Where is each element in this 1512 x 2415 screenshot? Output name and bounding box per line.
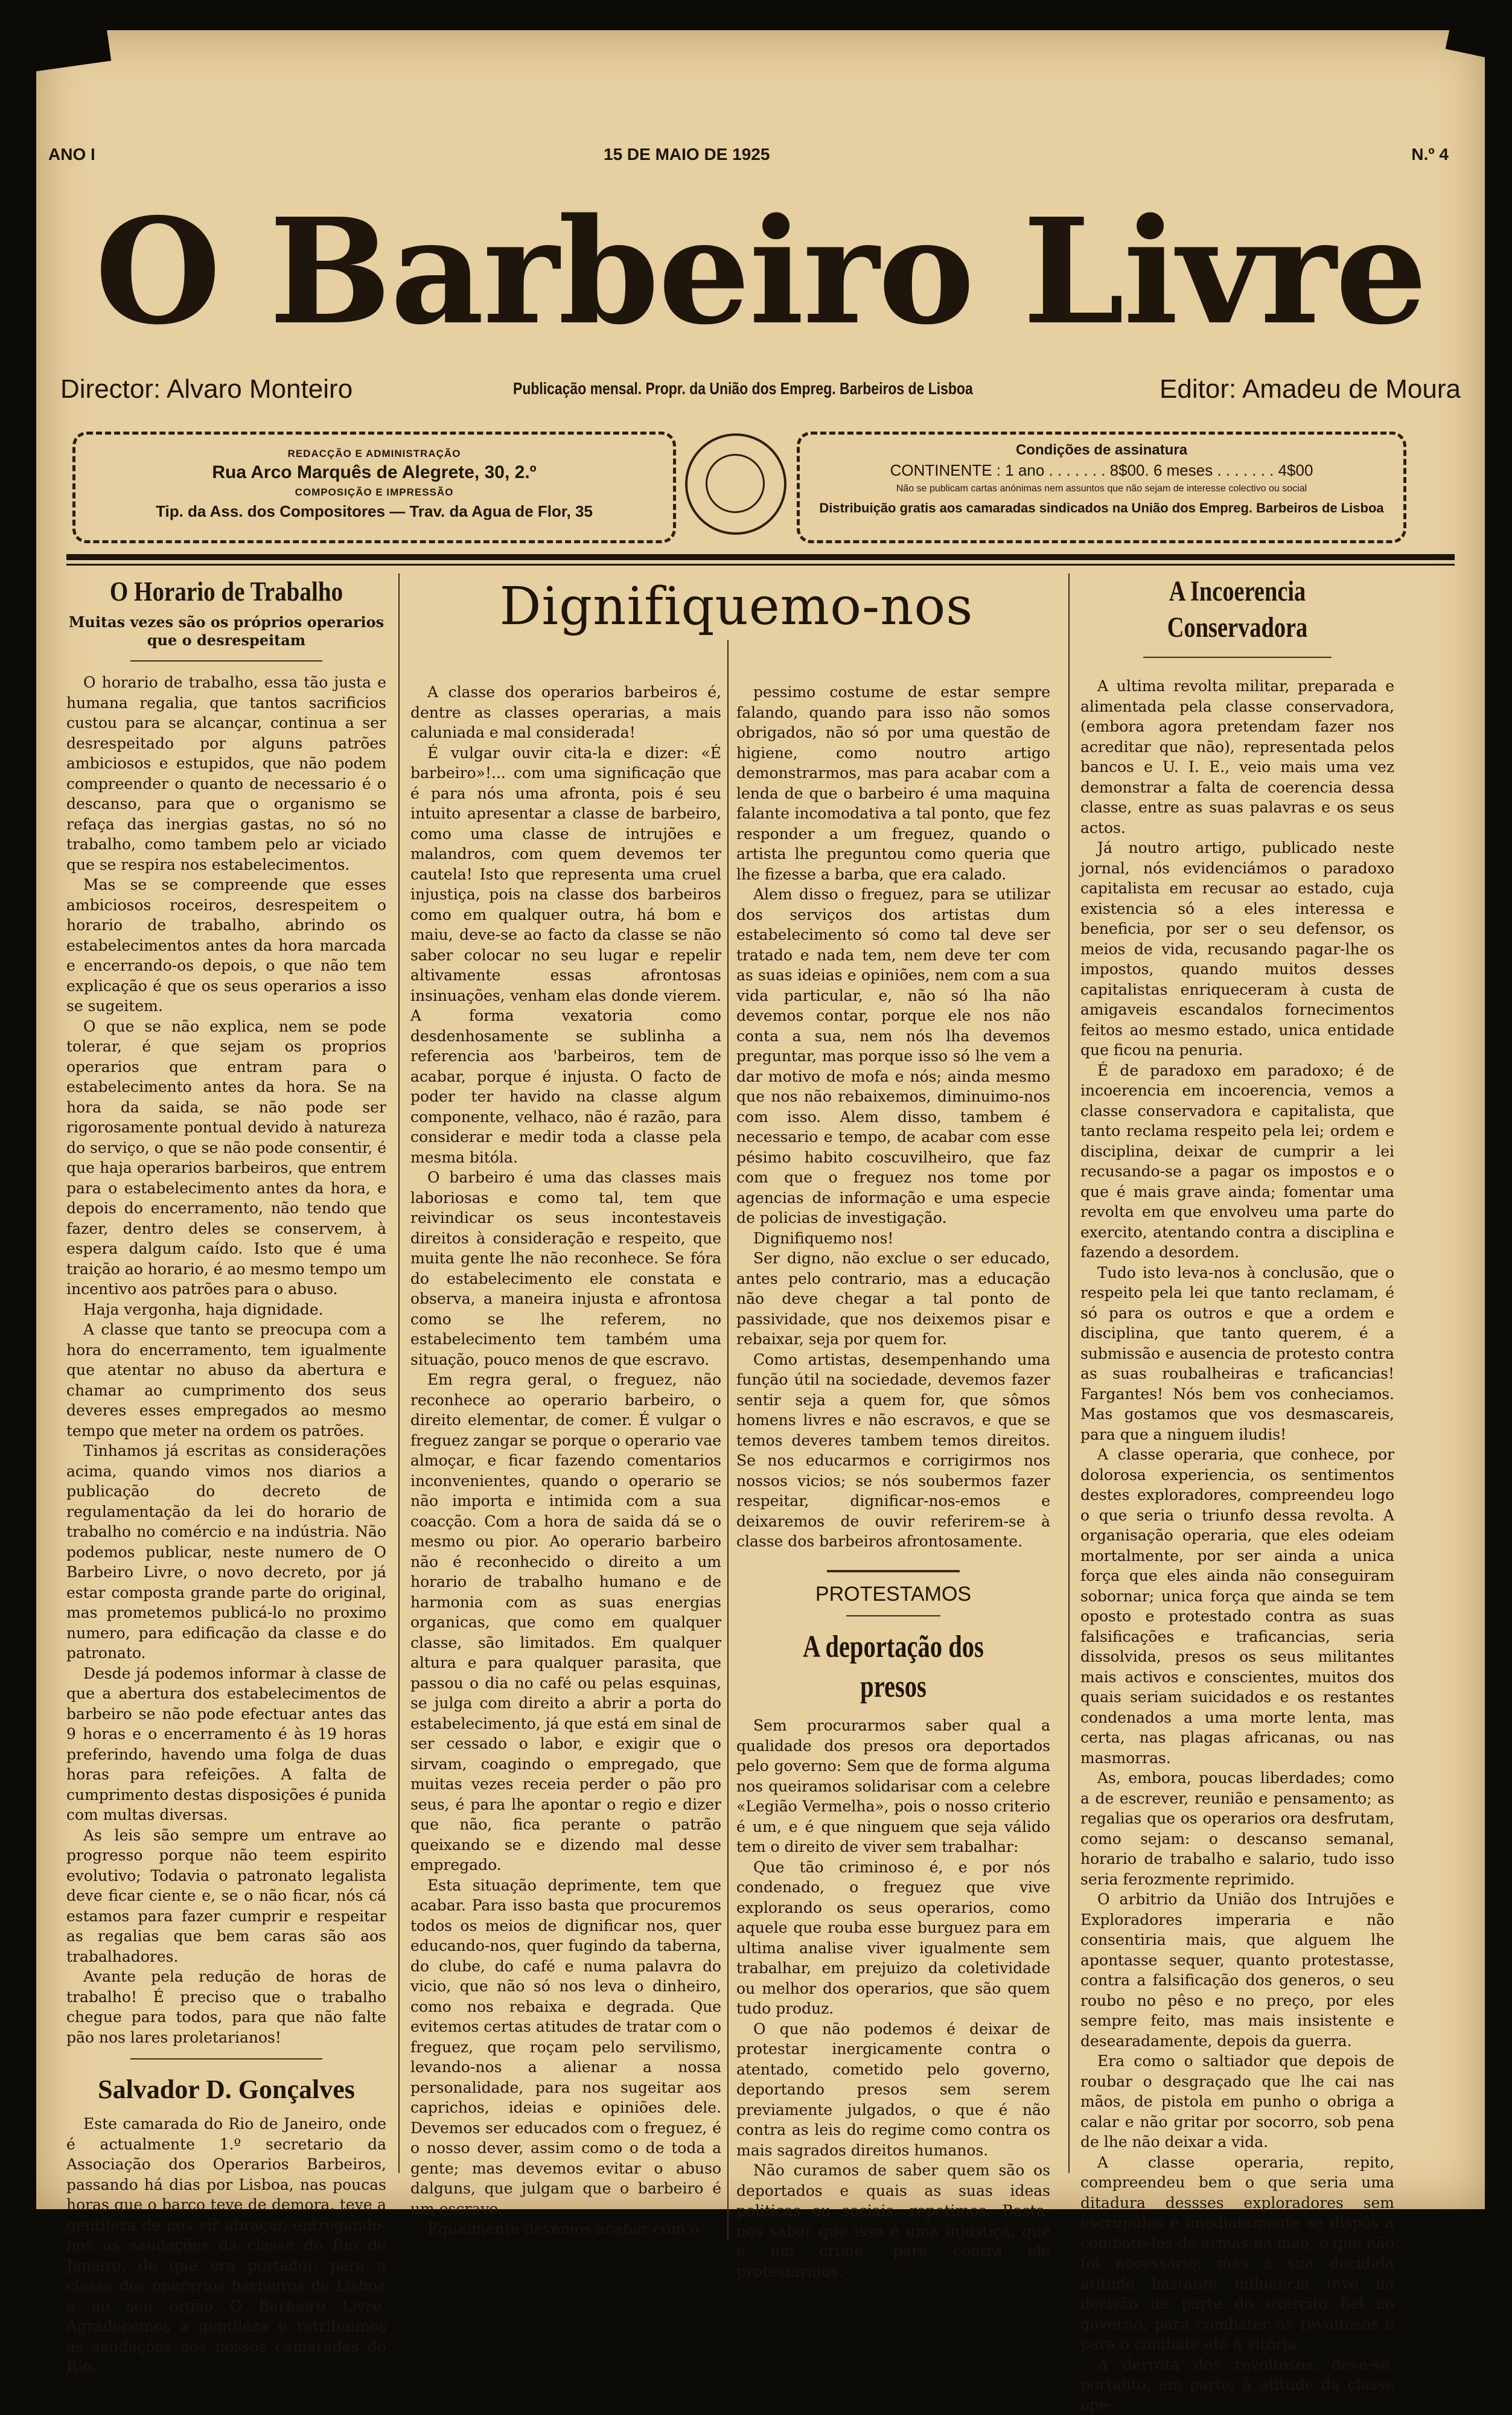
paragraph: Este camarada do Rio de Janeiro, onde é actualmente 1.º secretario da Associação dos Operarios Barbeiros, passando há dias por Lisboa, nas poucas horas que o barco teve de demora, teve a gentileza de nos vir abraçar, entregando-nos as saudações da classe do Rio de Janeiro, de que era portador, para a classe dos operarios barbeiros de Lisboa e ao seu orgão O Barbeiro Livre. Agradecemos a gentileza e retribuimos as saudações aos nossos camaradas do Rio. (66, 2114, 386, 2377)
headline-salvador: Salvador D. Gonçalves (66, 2072, 386, 2108)
paragraph: O horario de trabalho, essa tão justa e humana regalia, que tantos sacrificios custou para se alcançar, continua a ser desrespeitado por alguns patrões ambiciosos e estupidos, que não podem compreender o quanto de necessario é o descanso, para que o organismo se refaça das inergias gastas, no só no trabalho, como tambem pelo ar viciado que se respira nos estabelecimentos. (66, 672, 386, 875)
paragraph: Haja vergonha, haja dignidade. (66, 1300, 386, 1320)
paragraph: Desde já podemos informar à classe de que a abertura dos estabelecimentos de barbeiro se não pode efectuar antes das 9 horas e o encerramento é às 19 horas preferindo, havendo uma folga de duas horas para refeições. A falta de cumprimento destas disposições é punida com multas diversas. (66, 1664, 386, 1825)
paragraph: Dignifiquemo nos! (736, 1228, 1050, 1249)
column-rule (1068, 573, 1070, 2173)
divider (827, 1570, 960, 1572)
paragraph: A classe operaria, que conhece, por dolorosa experiencia, os sentimentos destes exploradores, compreendeu logo o que seria o triunfo dessa revolta. A organisação operaria, que eles odeiam mortalmente, por ser ainda a unica força que eles ainda não conseguiram sobornar; unica força que ainda se tem oposto e protestado contra as suas falsificações e traficancias, seria dissolvida, presos os seus militantes mais activos e conscientes, muitos dos quais seriam suicidados e os restantes condenados a uma morte lenta, mas certa, nas plagas africanas, ou nas masmorras. (1080, 1444, 1394, 1768)
subheadline-horario: Muitas vezes são os próprios operarios que o desrespeitam (66, 613, 386, 649)
headline-incoerencia: A Incoerencia Conservadora (1112, 573, 1363, 646)
paragraph: pessimo costume de estar sempre falando, quando para isso não somos obrigados, não só por uma questão de higiene, como noutro artigo demonstrarmos, mas para acabar com a lenda de que o barbeiro é uma maquina falante incomodativa a tal ponto, que fez responder a um freguez, quando o artista lhe preguntou como queria que lhe fizesse a barba, que era calado. (736, 682, 1050, 884)
publication-info: Publicação mensal. Propr. da União dos Empreg. Barbeiros de Lisboa (513, 379, 973, 398)
headline-horario: O Horario de Trabalho (91, 573, 363, 610)
paragraph: A classe operaria, repito, compreendeu bem o que seria uma ditadura dessses exploradores sem escrupulos e imediatamente se dispôs a combate-los de armas na mão, o que não foi necessario; mas a sua decidida atitude bastante influencia teve na decisão da parte do exercito fiel ao governo, para combater os revoltosos e para o combate até à vitória. (1080, 2152, 1394, 2355)
subscription-prices: CONTINENTE : 1 ano . . . . . . . 8$00. 6 meses . . . . . . . 4$00 (800, 461, 1403, 480)
paragraph: Mas se se compreende que esses ambiciosos roceiros, desrespeitem o horario de trabalho, abrindo os estabelecimentos antes da hora marcada e encerrando-os depois, o que não tem explicação é que os seus operarios a isso se sugeitem. (66, 875, 386, 1016)
column-horario (66, 573, 386, 2377)
torn-corner (1446, 13, 1501, 59)
paragraph: Egualmente devemos acabar com o (410, 2219, 721, 2239)
paragraph: Tudo isto leva-nos à conclusão, que o respeito pela lei que tanto reclamam, é só para os outros e que a ordem e disciplina, que tanto querem, é a submissão e ausencia de protesto contra as suas roubalheiras e traficancias! Fargantes! Nós bem vos conheciamos. Mas gostamos que vos desmascareis, para que a ninguem iludis! (1080, 1263, 1394, 1445)
paragraph: Avante pela redução de horas de trabalho! É preciso que o trabalho chegue para todos, para que não falte pão nos lares proletarianos! (66, 1967, 386, 2047)
paragraph: Já noutro artigo, publicado neste jornal, nós evidenciámos o paradoxo capitalista em recusar ao estado, cuja existencia só a eles interessa e beneficia, por ser o seu defensor, os meios de vida, recusando pagar-lhe os impostos, quando muitos desses capitalistas enriqueceram à custa de amigaveis escandalos fornecimentos feitos ao mesmo estado, unica entidade que ficou na penuria. (1080, 838, 1394, 1061)
address: Rua Arco Marquês de Alegrete, 30, 2.º (75, 462, 673, 483)
subscription-box (797, 432, 1406, 543)
masthead-topline (48, 145, 1449, 169)
newspaper-page (36, 30, 1485, 2209)
printing-label: COMPOSIÇÃO E IMPRESSÃO (75, 487, 673, 499)
paragraph: As leis são sempre um entrave ao progresso porque não teem espirito evolutivo; Todavia o patronato legalista deve ficar ciente e, se o não ficar, nós cá estamos para fazer cumprir e respeitar as regalias que bem caras são aos trabalhadores. (66, 1825, 386, 1967)
subscription-title: Condições de assinatura (800, 442, 1403, 459)
headline-deportacao: A deportação dos presos (771, 1627, 1016, 1707)
paragraph: A ultima revolta militar, preparada e alimentada pela classe conservadora, (embora agora pretendam fazer nos acreditar que não), representada pelos bancos e U. I. E., veio mais uma vez demonstrar a falta de coerencia dessa classe, entre as suas palavras e os seus actos. (1080, 676, 1394, 838)
editor: Editor: Amadeu de Moura (1160, 374, 1461, 404)
paragraph: Tinhamos já escritas as considerações acima, quando vimos nos diarios a publicação do decreto de regulamentação da lei do horario de trabalho no comércio e na indústria. Não podemos publicar, neste numero de O Barbeiro Livre, o novo decreto, por já estar composta grande parte do original, mas prometemos publicá-lo no proximo numero, para edificação da classe e do patronato. (66, 1441, 386, 1664)
column-dignifiquemo-2 (736, 682, 1050, 2282)
paragraph: O barbeiro é uma das classes mais laboriosas e como tal, tem que reivindicar os seus incontestaveis direitos à consideração e respeito, que muita gente lhe não reconhece. Se fóra do estabelecimento ele constata e observa, a maneira injusta e afrontosa como se lhe referem, no estabelecimento tem também uma situação, pouco menos de que escravo. (410, 1167, 721, 1370)
column-rule (398, 573, 400, 2173)
paragraph: Esta situação deprimente, tem que acabar. Para isso basta que procuremos todos os meios de dignificar nos, quer educando-nos, quer fugindo da taberna, do clube, do café e numa palavra do vicio, que não só nos leva o dinheiro, como nos rebaixa e degrada. Que evitemos certas atitudes de tratar com o freguez, que roçam pelo servilismo, levando-nos a alienar a nossa personalidade, para nos sugeitar aos caprichos, ideias e opiniões dele. Devemos ser educados com o freguez, é o nosso dever, assim como o de toda a gente; mas devemos evitar o abuso dalguns, que julgam que o barbeiro é um escravo. (410, 1875, 721, 2219)
byline (60, 374, 1461, 410)
distribution-note: Distribuição gratis aos camaradas sindicados na União dos Empreg. Barbeiros de Lisboa (800, 500, 1403, 516)
paragraph: Que tão criminoso é, e por nós condenado, o freguez que vive explorando os seus operarios, como aquele que rouba esse burguez para em ultima analise viver igualmente sem trabalhar, em prejuizo da coletividade ou melhor dos operarios, que são quem tudo produz. (736, 1857, 1050, 2019)
section-protestamos: PROTESTAMOS (736, 1584, 1050, 1605)
printing-address: Tip. da Ass. dos Compositores — Trav. da Agua de Flor, 35 (75, 502, 673, 521)
paragraph: É de paradoxo em paradoxo; é de incoerencia em incoerencia, vemos a classe conservadora e capitalista, que tanto reclama respeito pela lei; ordem e disciplina, deixar de cumprir a lei recusando-se a pagar os impostos e o que é mais grave ainda; fomentar uma revolta em que envolveu uma parte do exercito, atentando contra a disciplina e fazendo a desordem. (1080, 1061, 1394, 1263)
divider (130, 2058, 322, 2059)
divider (130, 660, 322, 662)
newspaper-title: O Barbeiro Livre (36, 184, 1485, 359)
paragraph: O que se não explica, nem se pode tolerar, é que sejam os proprios operarios que entram para o estabelecimento antes da hora. Se na hora da saida, se não pode ser rigorosamente pontual devido à natureza do serviço, o que se não pode consentir, é que haja operarios barbeiros, que entrem para o estabelecimento antes da hora, e depois do encerramento, não tendo que fazer, dentro deles se conservem, à espera dalgum caído. Isto que é uma traição ao horario, é ao mesmo tempo um incentivo aos patrões para o abuso. (66, 1016, 386, 1300)
paragraph: As, embora, poucas liberdades; como a de escrever, reunião e pensamento; as regalias que os operarios ora desfrutam, como sejam: o descanso semanal, horario de trabalho e salario, tudo isso seria ferozmente reprimido. (1080, 1768, 1394, 1889)
seal-inner-ring (706, 454, 765, 513)
union-seal-icon (685, 433, 786, 535)
subscription-note: Não se publicam cartas anónimas nem assuntos que não sejam de interesse colectivo ou social (890, 483, 1313, 494)
issue-date: 15 DE MAIO DE 1925 (604, 145, 770, 164)
paragraph: É vulgar ouvir cita-la e dizer: «É barbeiro»!... com uma significação que é para nós uma afronta, pois é seu intuito apresentar a classe de barbeiro, como uma classe de intrujões e malandros, com quem devemos ter cautela! Isto que representa uma cruel injustiça, pois na classe dos barbeiros como em qualquer outra, há bom e maiu, deve-se ao facto da classe se não saber colocar no seu lugar e repelir altivamente essas afrontosas insinuações, venham elas donde vierem. A forma vexatoria como desdenhosamente se sublinha a referencia aos 'barbeiros, tem de acabar, porque é injusta. O facto de poder ter havido na classe algum componente, velhaco, não é razão, para considerar e medir toda a classe pela mesma bitóla. (410, 743, 721, 1168)
paragraph: Em regra geral, o freguez, não reconhece ao operario barbeiro, o direito elementar, de comer. É vulgar o freguez zangar se porque o operario vae almoçar, e ficar fazendo comentarios inconvenientes, quando o operario se não importa e intimida com a sua coacção. Com a hora de saida dá se o mesmo ou pior. Ao operario barbeiro não é reconhecido o direito a um horario de trabalho humano e de harmonia com as suas energias organicas, que como em qualquer classe, são limitados. Em qualquer altura e para qualquer parasita, que passou o dia no café ou pelas esquinas, se julga com direito a abrir a porta do estabelecimento, já que está em sinal de ser cessado o labor, e exigir que o sirvam, coagindo o empregado, que muitas vezes receia perder o pão pro seus, é para lhe apontar o regio e dizer que não, fica perante o patrão queixando se e dizendo mal desse empregado. (410, 1370, 721, 1875)
address-box (72, 432, 676, 543)
paragraph: A derrota dos revoltosos, deve-se, portanto, em parte, à atitude da classe ope- (1080, 2355, 1394, 2415)
divider (1143, 657, 1332, 658)
issue-number: N.º 4 (1411, 145, 1449, 164)
address-label: REDACÇÃO E ADMINISTRAÇÃO (75, 448, 673, 460)
column-rule (727, 640, 729, 2239)
year-label: ANO I (48, 145, 95, 164)
paragraph: A classe dos operarios barbeiros é, dentre as classes operarias, a mais caluniada e mal considerada! (410, 682, 721, 743)
torn-corner (28, 19, 111, 71)
director: Director: Alvaro Monteiro (60, 374, 352, 404)
paragraph: Não curamos de saber quem são os deportados e quais as suas ideas politicas ou sociais, repetimos. Basta-nos saber que isso é uma injustiça, que é um crime, para contra ele protestarmos. (736, 2160, 1050, 2282)
paragraph: Alem disso o freguez, para se utilizar dos serviços dos artistas dum estabelecimento só como tal deve ser tratado e nada tem, nem deve ter com as suas ideias e opiniões, nem com a sua vida particular, e, não só lha não devemos contar, porque ele nos não conta a sua, nem nós lha devemos preguntar, mas porque isso só lhe vem a dar motivo de mofa e nós; ainda mesmo que nos não rebaixemos, diminuimo-nos com isso. Alem disso, tambem é necessario e tempo, de acabar com esse pésimo habito coscuvilheiro, que faz com que o freguez nos tome por agencias de informação e uma especie de policias de investigação. (736, 884, 1050, 1228)
paragraph: Como artistas, desempenhando uma função útil na sociedade, devemos fazer sentir seja a quem for, que sômos homens livres e não escravos, e que se temos deveres tambem temos direitos. Se nos educarmos e corrigirmos nos nossos vicios; se nós soubermos fazer respeitar, dignificar-nos-emos e deixaremos de ouvir referirem-se à classe dos barbeiros afrontosamente. (736, 1350, 1050, 1552)
paragraph: Sem procurarmos saber qual a qualidade dos presos ora deportados pelo governo: Sem que de forma alguma nos queiramos solidarisar com a celebre «Legião Vermelha», pois o nosso criterio é um, e é que ninguem que seja válido tem o direito de viver sem trabalhar: (736, 1715, 1050, 1857)
column-incoerencia (1080, 573, 1394, 2415)
paragraph: Ser digno, não exclue o ser educado, antes pelo contrario, mas a educação não deve chegar a tal ponto de passividade, que nos deixemos pisar e rebaixar, seja por quem for. (736, 1248, 1050, 1350)
paragraph: Era como o saltiador que depois de roubar o desgraçado que lhe cai nas mãos, de pistola em punho o obriga a calar e não gritar por socorro, sob pena de lhe não deixar a vida. (1080, 2051, 1394, 2152)
headline-dignifiquemo: Dignifiquemo-nos (429, 573, 1044, 640)
masthead-rule (66, 554, 1455, 560)
column-dignifiquemo-1 (410, 682, 721, 2239)
divider (846, 1615, 940, 1616)
masthead-rule-thin (66, 564, 1455, 566)
paragraph: A classe que tanto se preocupa com a hora do encerramento, tem igualmente que atentar no abuso da abertura e chamar ao cumprimento dos seus deveres esses empregados ao mesmo tempo que meter na ordem os patrões. (66, 1319, 386, 1441)
paragraph: O arbitrio da União dos Intrujões e Exploradores imperaria e não consentiria mais, que alguem lhe apontasse sequer, quanto protestasse, contra a falsificação dos generos, o seu roubo no pêso e no preço, por eles sempre feito, mas mais insistente e desearadamente, depois da guerra. (1080, 1889, 1394, 2051)
paragraph: O que não podemos é deixar de protestar inergicamente contra o atentado, cometido pelo governo, deportando presos sem serem previamente julgados, o que é não contra as leis do regime como contra os mais sagrados direitos humanos. (736, 2019, 1050, 2161)
